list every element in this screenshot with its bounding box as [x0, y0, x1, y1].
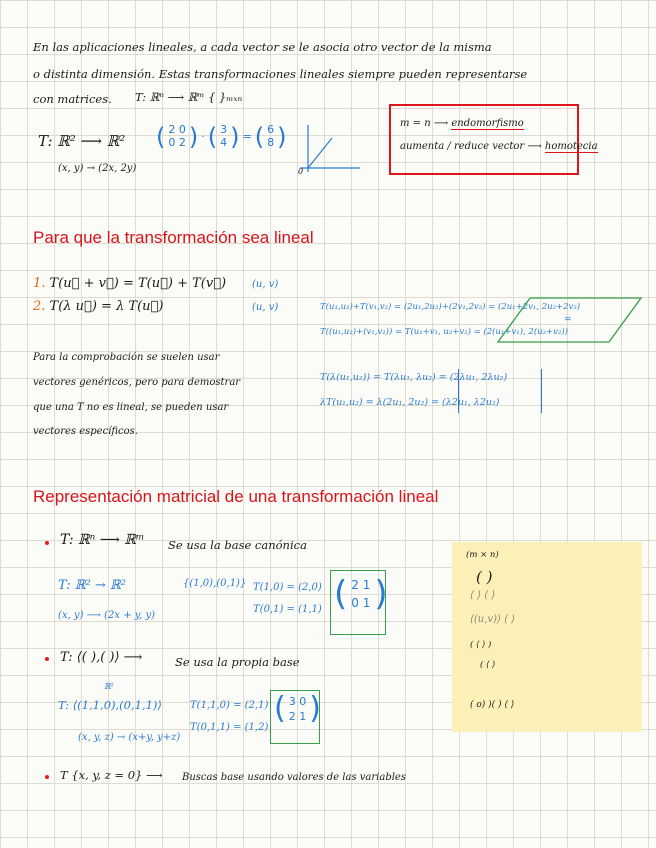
- bullet-dot: [45, 775, 49, 779]
- bullet-2-example-map: T: ⟨(1,1,0),(0,1,1)⟩: [58, 698, 162, 712]
- intro-line-1: En las aplicaciones lineales, a cada vector se le asocia otro vector de la misma: [33, 40, 492, 54]
- bullet-1-example-rule: (x, y) ⟶ (2x + y, y): [58, 610, 156, 621]
- note-line-1: Para la comprobación se suelen usar: [33, 352, 220, 363]
- example-map: T: ℝ² ⟶ ℝ²: [38, 132, 126, 150]
- bullet-1-map: T: ℝⁿ ⟶ ℝᵐ: [60, 532, 145, 548]
- bullet-2-superscript: ℝ²: [104, 682, 114, 691]
- bullet-2-matrix: ( 3 0 2 1 ): [274, 691, 321, 727]
- bullet-3-map: T {x, y, z = 0} ⟶: [60, 768, 163, 782]
- homotecia-note: aumenta / reduce vector ⟶ homotecia: [400, 141, 598, 152]
- bullet-1-basis: {(1,0),(0,1)}: [183, 578, 247, 589]
- bullet-dot: [45, 657, 49, 661]
- endomorfismo-note: m = n ⟶ endomorfismo: [400, 118, 524, 129]
- check-1-highlight: [495, 296, 645, 346]
- check-2-line-1: T(λ(u₁,u₂)) = T(λu₁, λu₂) = (2λu₁, 2λu₂): [320, 372, 508, 383]
- bullet-2-text: Se usa la propia base: [175, 655, 300, 669]
- condition-2: 2. T(λ u⃗) = λ T(u⃗): [33, 299, 164, 314]
- bullet-1-image-1: T(1,0) = (2,0): [253, 582, 322, 593]
- bullet-1-example-map: T: ℝ² → ℝ²: [58, 578, 126, 593]
- note-line-3: que una T no es lineal, se pueden usar: [33, 402, 229, 413]
- section-title-matrix-representation: Representación matricial de una transformación lineal: [33, 487, 439, 506]
- bullet-1-matrix: ( 2 1 0 1 ): [334, 574, 388, 614]
- note-line-2: vectores genéricos, pero para demostrar: [33, 377, 241, 388]
- homotecia-term: homotecia: [544, 141, 598, 152]
- condition-2-args: (u, v): [252, 302, 279, 313]
- condition-1: 1. T(u⃗ + v⃗) = T(u⃗) + T(v⃗): [33, 276, 227, 291]
- definition-box: [389, 104, 579, 175]
- bullet-dot: [45, 541, 49, 545]
- check-2-line-2: λT(u₁,u₂) = λ(2u₁, 2u₂) = (λ2u₁, λ2u₂): [320, 397, 500, 408]
- sticky-line-7: ( o) )( ) ⟨ ⟩: [470, 700, 515, 710]
- intro-math: T: ℝⁿ ⟶ ℝᵐ { }ₘₓₙ: [135, 90, 243, 104]
- bullet-1-image-2: T(0,1) = (1,1): [253, 604, 322, 615]
- bullet-3-text: Buscas base usando valores de las variables: [182, 772, 406, 783]
- endomorfismo-term: endomorfismo: [451, 118, 524, 129]
- intro-line-2: o distinta dimensión. Estas transformaciones lineales siempre pueden representarse: [33, 67, 528, 81]
- sticky-line-1: (m × n): [466, 550, 499, 560]
- intro-line-3: con matrices.: [33, 92, 112, 106]
- note-line-4: vectores específicos.: [33, 426, 138, 437]
- bullet-2-map: T: ⟨( ),( )⟩ ⟶: [60, 650, 143, 665]
- example-rule: (x, y) → (2x, 2y): [58, 163, 137, 174]
- bullet-2-example-rule: (x, y, z) → (x+y, y+z): [78, 732, 181, 743]
- sticky-line-6: ( ⟨ ⟩: [480, 660, 496, 670]
- condition-1-args: (u, v): [252, 279, 279, 290]
- bullet-2-image-1: T(1,1,0) = (2,1): [190, 700, 269, 711]
- check-1-line-1: T(u₁,u₂)+T(v₁,v₂) = (2u₁,2u₂)+(2v₁,2v₂) = (2u₁+2v₁, 2u₂+2v₂): [320, 302, 581, 312]
- bullet-1-text: Se usa la base canónica: [168, 538, 307, 552]
- origin-label: 0: [298, 167, 304, 176]
- sticky-line-2: ( ): [476, 568, 493, 586]
- example-matrix: ( 2 0 0 2 ) · ( 3 4 ) = ( 6 8 ): [156, 122, 287, 151]
- check-1-equals: =: [564, 315, 572, 325]
- section-title-linearity: Para que la transformación sea lineal: [33, 228, 314, 247]
- check-1-line-2: T((u₁,u₂)+(v₁,v₂)) = T(u₁+v₁, u₂+v₂) = (2(u₁+v₁), 2(u₂+v₂)): [320, 327, 569, 337]
- sticky-line-3: ⟨ ⟩ ⟨ ⟩: [470, 590, 496, 601]
- sticky-line-4: ⟨(u,v)⟩ ⟨ ⟩: [470, 614, 516, 625]
- sticky-line-5: ( ⟨ ⟩ ): [470, 640, 492, 650]
- bullet-2-image-2: T(0,1,1) = (1,2): [190, 722, 269, 733]
